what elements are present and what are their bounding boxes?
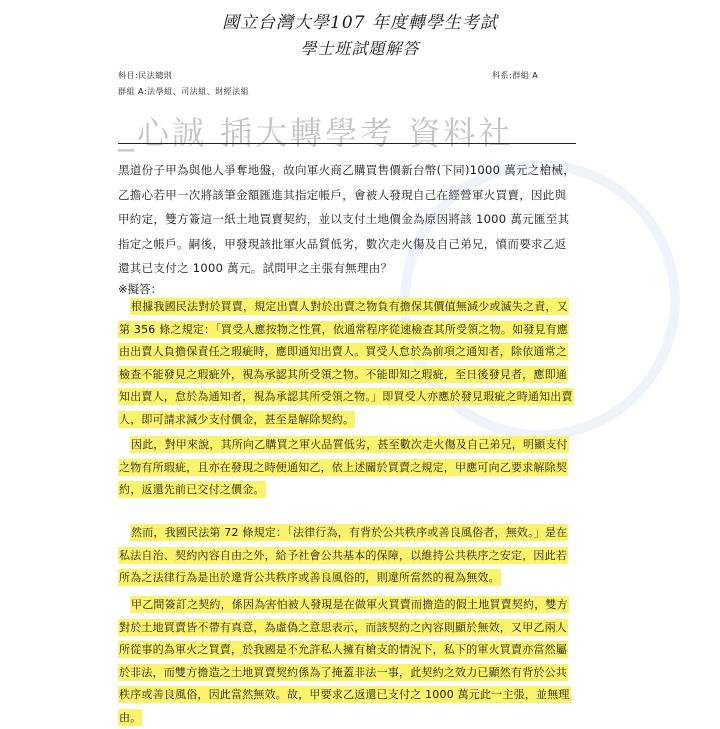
question-text: 黑道份子甲為與他人爭奪地盤，故向軍火商乙購買售價新台幣(下同)1000 萬元之槍械，乙擔心若甲一次將該筆金額匯進其指定帳戶，會被人發現自己在經營軍火買賣，因此與甲約定，雙方簽這一紙土地買賣契約，並以支付土地價金為原因將該 1000 萬元匯至其指定之帳戶。嗣後，甲發現該批軍火品質低劣，數次走火傷及自己弟兄，憤而要求乙返還其已支付之 1000 萬元。試問甲之主張有無理由？ bbox=[118, 163, 575, 275]
department-label: 科系:群組 A bbox=[492, 71, 539, 80]
document-title: 國立台灣大學107 年度轉學生考試 bbox=[222, 13, 498, 33]
answer-paragraph-2 bbox=[118, 434, 578, 502]
highlighted-text: 根據我國民法對於買賣，規定出賣人對於出賣之物負有擔保其價值無減少或滅失之責，又第 356 條之規定：「買受人應按物之性質，依通常程序從速檢查其所受領之物。如發見有應由出賣人負擔保責任之瑕疵時，應即通知出賣人。買受人怠於為前項之通知者，除依通常之檢查不能發見之瑕疵外，視為承認其所受領之物。不能即知之瑕疵，至日後發見者，應即通知出賣人，怠於為通知者，視為承認其所受領之物。」即買受人亦應於發見瑕疵之時通知出賣人，即可請求減少支付價金，甚至是解除契約。 bbox=[119, 300, 573, 426]
answer-label: ※擬答： bbox=[118, 282, 163, 296]
group-label: 群組 A:法學組、司法組、財經法組 bbox=[118, 87, 250, 96]
header-divider bbox=[118, 143, 576, 144]
answer-paragraph-4 bbox=[118, 594, 578, 729]
answer-paragraph-1 bbox=[118, 296, 578, 431]
document-page bbox=[100, 0, 620, 724]
highlighted-text: 甲乙間簽訂之契約，係因為害怕被人發現是在做軍火買賣而擔造的假土地買賣契約，雙方對於土地買賣皆不帶有真意，為虛偽之意思表示，而該契約之內容則顯於無效，又甲乙兩人所從事的為軍火之買賣，於我國是不允許私人擁有槍支的情況下，私下的軍火買賣亦當然屬於非法，而雙方擔造之土地買賣契約係為了掩蓋非法一事，此契約之效力已顯然有背於公共秩序或善良風俗，因此當然無效。故，甲要求乙返還已支付之 1000 萬元此一主張，並無理由。 bbox=[119, 598, 570, 724]
highlighted-text: 因此，對甲來說，其所向乙購買之軍火品質低劣，甚至數次走火傷及自己弟兄，明顯支付之物有所瑕疵，且亦在發現之時便通知乙，依上述關於買賣之規定，甲應可向乙要求解除契約，返還先前已交付之價金。 bbox=[119, 438, 568, 496]
answer-paragraph-3 bbox=[118, 522, 578, 590]
subject-label: 科目:民法總則 bbox=[118, 71, 173, 80]
highlighted-text: 然而，我國民法第 72 條規定：「法律行為，有背於公共秩序或善良風俗者，無效。」是在私法自治、契約內容自由之外，給予社會公共基本的保障，以維持公共秩序之安定，因此若所為之法律行為是出於違背公共秩序或善良風俗的，則違所當然的視為無效。 bbox=[119, 526, 568, 584]
watermark-text: _心誠 插大轉學考 資料社 bbox=[118, 114, 514, 152]
document-subtitle: 學士班試題解答 bbox=[300, 39, 420, 58]
